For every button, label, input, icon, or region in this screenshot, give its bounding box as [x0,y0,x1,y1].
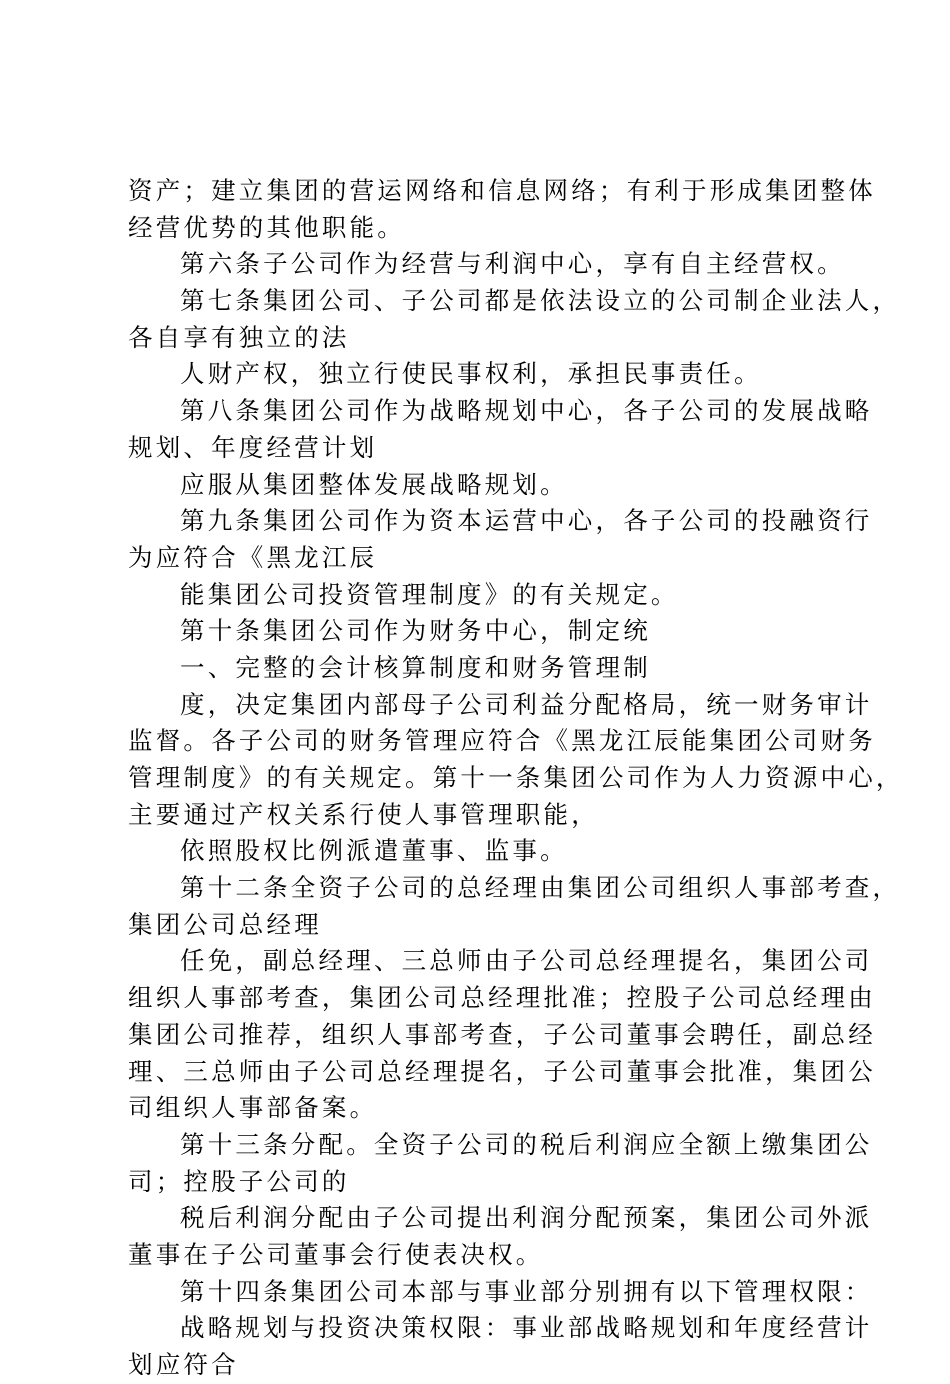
text-line: 集团公司推荐，组织人事部考查，子公司董事会聘任，副总经 [128,1019,876,1049]
text-line: 集团公司总经理 [128,909,322,939]
text-line: 第六条子公司作为经营与利润中心，享有自主经营权。 [180,249,845,279]
text-line: 监督。各子公司的财务管理应符合《黑龙江辰能集团公司财务 [128,726,876,756]
text-line: 人财产权，独立行使民事权利，承担民事责任。 [180,359,762,389]
text-line: 规划、年度经营计划 [128,432,378,462]
text-line: 组织人事部考查，集团公司总经理批准；控股子公司总经理由 [128,983,876,1013]
text-line: 司组织人事部备案。 [128,1093,378,1123]
text-line: 第十三条分配。全资子公司的税后利润应全额上缴集团公 [180,1129,873,1159]
text-line: 司；控股子公司的 [128,1166,350,1196]
text-line: 第八条集团公司作为战略规划中心，各子公司的发展战略 [180,396,873,426]
text-line: 税后利润分配由子公司提出利润分配预案，集团公司外派 [180,1203,873,1233]
text-line: 第七条集团公司、子公司都是依法设立的公司制企业法人， [180,286,901,316]
text-line: 度，决定集团内部母子公司利益分配格局，统一财务审计 [180,689,873,719]
text-line: 划应符合 [128,1350,239,1379]
text-line: 第十四条集团公司本部与事业部分别拥有以下管理权限： [180,1276,873,1306]
text-line: 资产；建立集团的营运网络和信息网络；有利于形成集团整体 [128,176,876,205]
text-line: 第十二条全资子公司的总经理由集团公司组织人事部考查， [180,873,901,903]
text-line: 一、完整的会计核算制度和财务管理制 [180,652,651,682]
text-line: 各自享有独立的法 [128,322,350,352]
text-line: 第十条集团公司作为财务中心，制定统 [180,616,651,646]
text-line: 董事在子公司董事会行使表决权。 [128,1239,544,1269]
text-line: 应服从集团整体发展战略规划。 [180,469,568,499]
text-line: 战略规划与投资决策权限：事业部战略规划和年度经营计 [180,1313,873,1343]
text-line: 第九条集团公司作为资本运营中心，各子公司的投融资行 [180,506,873,536]
text-line: 为应符合《黑龙江辰 [128,542,378,572]
text-line: 理、三总师由子公司总经理提名，子公司董事会批准，集团公 [128,1056,876,1086]
text-line: 主要通过产权关系行使人事管理职能， [128,799,599,829]
document-page [128,173,904,1384]
text-line: 管理制度》的有关规定。第十一条集团公司作为人力资源中心， [128,763,904,792]
text-line: 能集团公司投资管理制度》的有关规定。 [180,579,679,609]
text-line: 依照股权比例派遣董事、监事。 [180,836,568,866]
text-line: 任免，副总经理、三总师由子公司总经理提名，集团公司 [180,946,873,976]
text-line: 经营优势的其他职能。 [128,212,405,242]
